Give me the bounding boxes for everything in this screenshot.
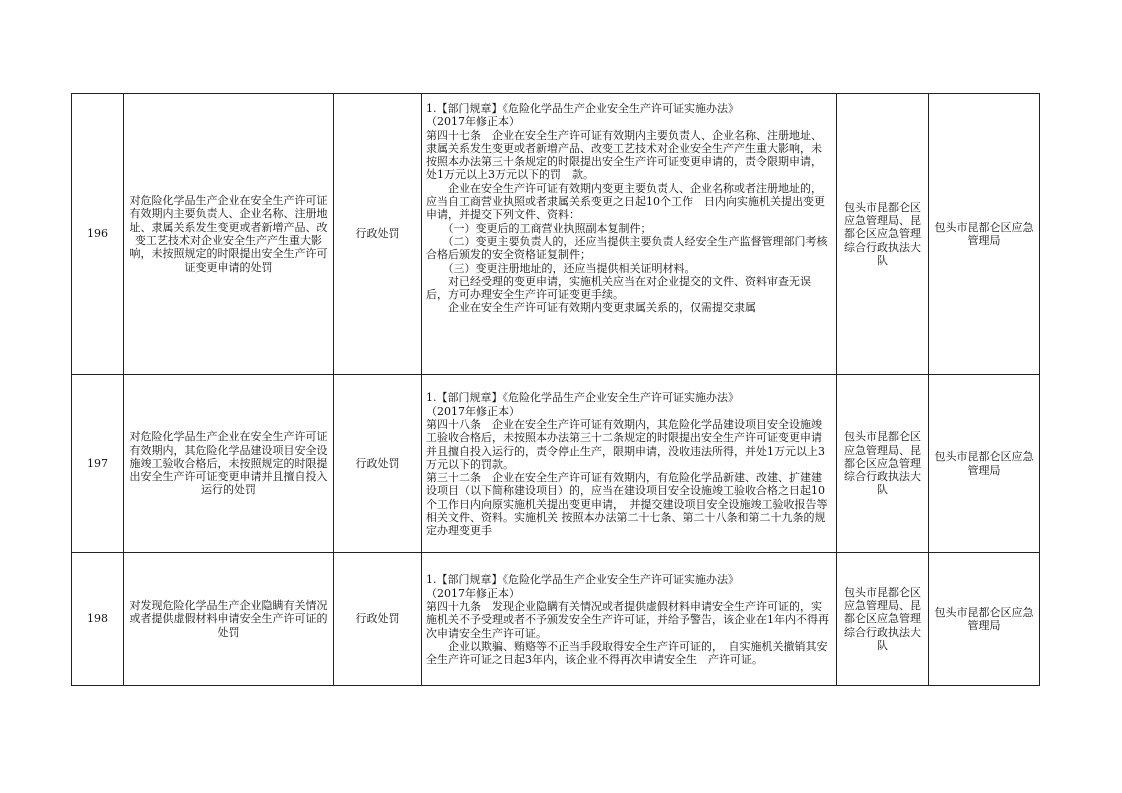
item-name: 对危险化学品生产企业在安全生产许可证有效期内，其危险化学品建设项目安全设施竣工验收合格后，未按照规定的时限提出安全生产许可证变更申请并且擅自投入运行的处罚 (124, 375, 334, 553)
basis-line: 对已经受理的变更申请，实施机关应当在对企业提交的文件、资料审查无误后，方可办理安全生产许可证变更手续。 (426, 274, 811, 302)
item-category: 行政处罚 (334, 553, 422, 686)
implementing-department: 包头市昆都仑区应急管理局、昆都仑区应急管理综合行政执法大队 (837, 94, 929, 375)
legal-basis (422, 94, 837, 375)
basis-line: 企业在安全生产许可证有效期内变更主要负责人、企业名称或者注册地址的，应当自工商营业执照或者隶属关系变更之日起10个工作 日内向实施机关提出变更申请，并提交下列文件、资料： (426, 181, 825, 222)
row-number: 198 (72, 553, 124, 686)
basis-line: （三）变更注册地址的，还应当提供相关证明材料。 (426, 261, 696, 275)
basis-line: 1.【部门规章】《危险化学品生产企业安全生产许可证实施办法》 (426, 391, 739, 405)
basis-line: 企业以欺骗、贿赂等不正当手段取得安全生产许可证的， 自实施机关撤销其安全生产许可证之日起3年内，该企业不得再次申请安全生 产许可证。 (426, 639, 828, 667)
table-row (72, 553, 1040, 686)
table-row (72, 375, 1040, 553)
responsible-bureau: 包头市昆都仑区应急管理局 (929, 375, 1040, 553)
table-row (72, 94, 1040, 375)
responsible-bureau: 包头市昆都仑区应急管理局 (929, 94, 1040, 375)
basis-line: （2017年修正本） (426, 115, 520, 129)
basis-line: 第四十七条 企业在安全生产许可证有效期内主要负责人、企业名称、注册地址、隶属关系发生变更或者新增产品、改变工艺技术对企业安全生产产生重大影响，未按照本办法第三十条规定的时限提出安全生产许可证变更申请的，责令限期申请，处1万元以上3万元以下的罚 款。 (426, 128, 822, 182)
item-name: 对发现危险化学品生产企业隐瞒有关情况或者提供虚假材料申请安全生产许可证的处罚 (124, 553, 334, 686)
row-number: 197 (72, 375, 124, 553)
basis-line: 第三十二条 企业在安全生产许可证有效期内，有危险化学品新建、改建、扩建建设项目（以下简称建设项目）的，应当在建设项目安全设施竣工验收合格之日起10个工作日内向原实施机关提出变更申请， 并提交建设项目安全设施竣工验收报告等相关文件、资料。实施机关 按照本办法第二十七条、第二十八条和第二十九条的规定办理变更手 (426, 471, 828, 538)
basis-line: （一）变更后的工商营业执照副本复制件； (426, 221, 652, 235)
enforcement-table (71, 93, 1040, 686)
basis-line: 1.【部门规章】《危险化学品生产企业安全生产许可证实施办法》 (426, 102, 739, 115)
legal-basis (422, 553, 837, 686)
basis-line: （2017年修正本） (426, 404, 520, 418)
item-category: 行政处罚 (334, 94, 422, 375)
implementing-department: 包头市昆都仑区应急管理局、昆都仑区应急管理综合行政执法大队 (837, 553, 929, 686)
row-number: 196 (72, 94, 124, 375)
legal-basis (422, 375, 837, 553)
item-name: 对危险化学品生产企业在安全生产许可证有效期内主要负责人、企业名称、注册地址、隶属关系发生变更或者新增产品、改变工艺技术对企业安全生产产生重大影响，未按照规定的时限提出安全生产许可证变更申请的处罚 (124, 94, 334, 375)
implementing-department: 包头市昆都仑区应急管理局、昆都仑区应急管理综合行政执法大队 (837, 375, 929, 553)
basis-line: 第四十八条 企业在安全生产许可证有效期内，其危险化学品建设项目安全设施竣工验收合格后，未按照本办法第三十二条规定的时限提出安全生产许可证变更申请并且擅自投入运行的，责令停止生产，限期申请，没收违法所得，并处1万元以上3万元以下的罚款。 (426, 417, 825, 471)
basis-line: 企业在安全生产许可证有效期内变更隶属关系的，仅需提交隶属 (426, 301, 756, 315)
item-category: 行政处罚 (334, 375, 422, 553)
basis-line: 1.【部门规章】《危险化学品生产企业安全生产许可证实施办法》 (426, 573, 739, 587)
basis-line: （二）变更主要负责人的，还应当提供主要负责人经安全生产监督管理部门考核合格后颁发的安全资格证复制件； (426, 234, 828, 262)
responsible-bureau: 包头市昆都仑区应急管理局 (929, 553, 1040, 686)
basis-line: 第四十九条 发现企业隐瞒有关情况或者提供虚假材料申请安全生产许可证的，实施机关不予受理或者不予颁发安全生产许可证，并给予警告，该企业在1年内不得再次申请安全生产许可证。 (426, 600, 829, 640)
basis-line: （2017年修正本） (426, 586, 520, 600)
